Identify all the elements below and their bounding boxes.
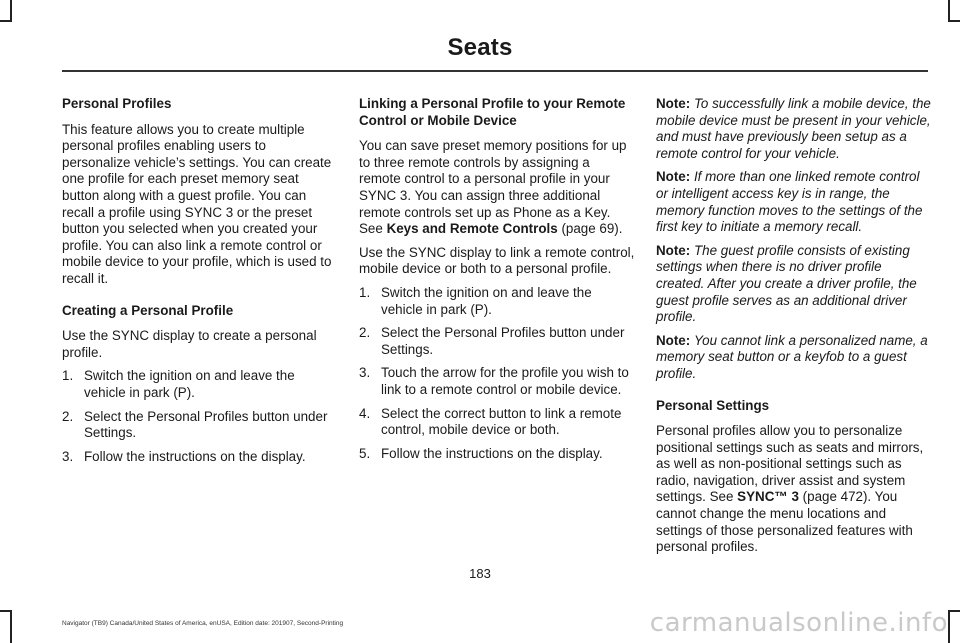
list-item [359, 285, 635, 318]
crop-mark [948, 20, 960, 22]
list-item [359, 325, 635, 358]
note [656, 333, 932, 383]
step-number: 1. [62, 368, 74, 384]
cross-reference-link[interactable]: Keys and Remote Controls [386, 221, 558, 237]
paragraph [656, 423, 932, 556]
see-text: See [359, 221, 383, 237]
steps-list [62, 368, 338, 465]
paragraph [359, 138, 635, 238]
section-heading: Linking a Personal Profile to your Remote Control or Mobile Device [359, 96, 626, 128]
step-text: Select the correct button to link a remote control, mobile device or both. [381, 405, 622, 438]
page-title: Seats [447, 34, 513, 61]
subsection-heading: Creating a Personal Profile [62, 302, 234, 318]
paragraph-text: (page 472). You cannot change the menu locations and settings of those personalized features with personal profiles. [656, 489, 913, 555]
step-text: Switch the ignition on and leave the vehicle in park (P). [381, 284, 592, 317]
crop-mark [0, 20, 12, 22]
list-item [359, 446, 635, 463]
list-item [359, 365, 635, 398]
list-item [62, 368, 338, 401]
note-label: Note: [656, 169, 691, 185]
step-text: Select the Personal Profiles button under Settings. [381, 325, 625, 357]
note-label: Note: [656, 96, 691, 111]
note [656, 96, 932, 162]
note-text: You cannot link a personalized name, a memory seat button or a keyfob to a guest profile. [656, 332, 928, 381]
steps-list [359, 285, 635, 462]
step-text: Switch the ignition on and leave the vehicle in park (P). [84, 368, 295, 400]
page-number: 183 [469, 566, 491, 581]
footer-text: Navigator (TB9) Canada/United States of America, enUSA, Edition date: 201907, Second-Printing [62, 620, 344, 627]
subsection-heading: Personal Settings [656, 397, 770, 413]
list-item [62, 409, 338, 442]
crop-mark [10, 0, 12, 22]
step-text: Follow the instructions on the display. [381, 445, 603, 461]
paragraph: Use the SYNC display to link a remote control, mobile device or both to a personal profile. [359, 244, 635, 277]
cross-reference-link[interactable]: SYNC™ 3 [737, 489, 799, 505]
column-2 [359, 96, 635, 469]
step-number: 4. [359, 405, 371, 421]
note-text: If more than one linked remote control or intelligent access key is in range, the memory function moves to the settings of the first key to initiate a memory recall. [656, 169, 923, 235]
watermark: carmanualsonline.info [649, 608, 948, 638]
section-heading: Personal Profiles [62, 96, 172, 111]
paragraph: This feature allows you to create multiple personal profiles enabling users to personalize vehicle’s settings. You can create one profile for each preset memory seat button along with a guest profile. You can recall a profile using SYNC 3 or the preset button you selected when you created your profile. You can also link a remote control or mobile device to your profile, which is used to recall it. [62, 121, 332, 286]
header-divider [62, 70, 928, 72]
crop-mark [948, 0, 950, 22]
column-3 [656, 96, 932, 563]
step-number: 2. [359, 325, 371, 341]
note-text: The guest profile consists of existing settings when there is no driver profile created. After you create a driver profile, the guest profile serves as an additional driver profile. [656, 242, 917, 325]
step-number: 3. [62, 448, 74, 464]
list-item [62, 449, 338, 466]
crop-mark [0, 610, 12, 612]
step-text: Select the Personal Profiles button under Settings. [84, 408, 328, 441]
crop-mark [948, 610, 960, 612]
paragraph-text: Personal profiles allow you to personalize positional settings such as seats and mirrors, as well as non-positional settings such as radio, navigation, driver assist and system settings. See [656, 423, 924, 505]
note-label: Note: [656, 242, 691, 258]
crop-mark [10, 610, 12, 643]
note [656, 169, 932, 235]
column-1 [62, 96, 338, 472]
paragraph-text: You can save preset memory positions for up to three remote controls by assigning a remote control to a personal profile in your SYNC 3. You can assign three additional remote controls set up as Phone as a Key. [359, 138, 627, 220]
step-number: 1. [359, 284, 371, 300]
step-number: 5. [359, 445, 371, 461]
step-number: 2. [62, 408, 74, 424]
step-number: 3. [359, 365, 371, 381]
crop-mark [948, 610, 950, 643]
note [656, 243, 932, 326]
paragraph: Use the SYNC display to create a personal profile. [62, 328, 317, 360]
note-label: Note: [656, 332, 691, 348]
step-text: Touch the arrow for the profile you wish to link to a remote control or mobile device. [381, 365, 629, 397]
note-text: To successfully link a mobile device, the mobile device must be present in your vehicle, and must have previously been setup as a remote control for your vehicle. [656, 96, 931, 161]
page-reference: (page 69). [561, 221, 623, 237]
step-text: Follow the instructions on the display. [84, 448, 306, 464]
list-item [359, 406, 635, 439]
